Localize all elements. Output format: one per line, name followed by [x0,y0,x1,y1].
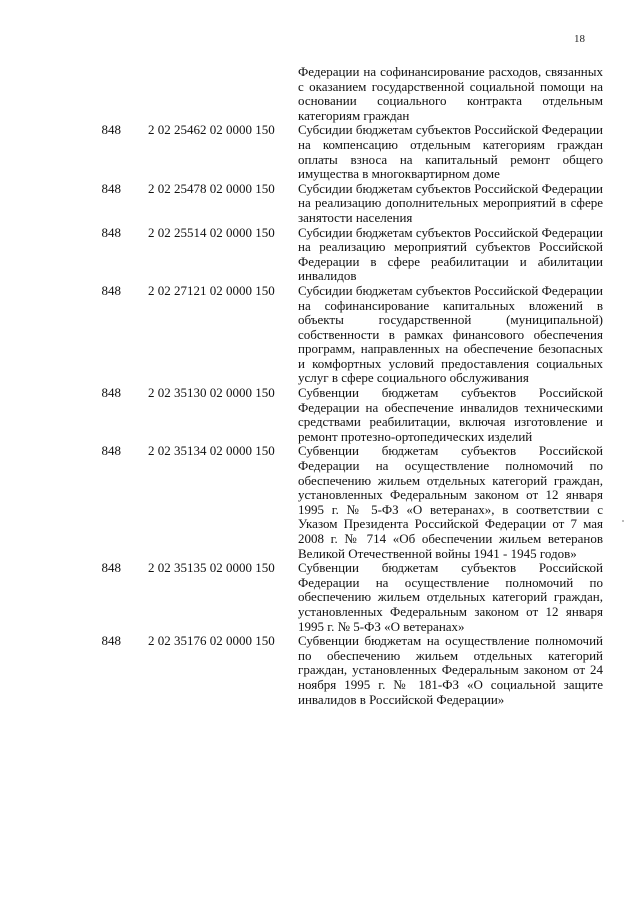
row-description: Субсидии бюджетам субъектов Российской Федерации на компенсацию отдельным категориям граждан оплаты взноса на капитальный ремонт общего имущества в многоквартирном доме [298,122,603,182]
table-row [0,65,640,123]
row-description: Федерации на софинансирование расходов, связанных с оказанием государственной социальной помощи на основании социального контракта отдельным категориям граждан [298,64,603,123]
budget-code-table [0,65,640,707]
budget-classification-code: 2 02 25514 02 0000 150 [148,224,275,240]
page-number: 18 [574,33,585,45]
admin-code: 848 [101,385,121,401]
admin-code: 848 [101,443,121,459]
budget-classification-code: 2 02 35130 02 0000 150 [148,385,275,401]
table-row [0,561,640,634]
admin-code: 848 [101,180,121,196]
row-description: Субвенции бюджетам на осуществление полномочий по обеспечению жильем отдельных категорий граждан, установленных Федеральным законом от 24 ноября 1995 г. № 181-ФЗ «О социальной защите инвалидов в Российской Федерации» [298,633,603,707]
admin-code: 848 [101,282,121,298]
budget-classification-code: 2 02 27121 02 0000 150 [148,282,275,298]
budget-classification-code: 2 02 25478 02 0000 150 [148,180,275,196]
row-description: Субсидии бюджетам субъектов Российской Федерации на реализацию мероприятий субъектов Российской Федерации в сфере реабилитации и абилитации инвалидов [298,224,603,284]
budget-classification-code: 2 02 25462 02 0000 150 [148,122,275,138]
row-description: Субвенции бюджетам субъектов Российской Федерации на обеспечение инвалидов техническими средствами реабилитации, включая изготовление и ремонт протезно-ортопедических изделий [298,385,603,444]
row-description: Субвенции бюджетам субъектов Российской Федерации на осуществление полномочий по обеспечению жильем отдельных категорий граждан, установленных Федеральным законом от 12 января 1995 г. № 5-ФЗ «О ветеранах» [298,560,603,634]
budget-classification-code: 2 02 35134 02 0000 150 [148,443,275,459]
scan-speck [622,520,624,522]
row-description: Субсидии бюджетам субъектов Российской Федерации на реализацию дополнительных мероприятий в сфере занятости населения [298,180,603,225]
table-row [0,123,640,181]
table-row [0,182,640,226]
table-row [0,444,640,561]
budget-classification-code: 2 02 35176 02 0000 150 [148,633,275,649]
admin-code: 848 [101,122,121,138]
admin-code: 848 [101,224,121,240]
admin-code: 848 [101,633,121,649]
table-row [0,634,640,707]
row-description: Субсидии бюджетам субъектов Российской Федерации на софинансирование капитальных вложений в объекты государственной (муниципальной) собственности в рамках финансового обеспечения программ, направленных на обеспечение безопасных и комфортных условий предоставления социальных услуг в сфере социального обслуживания [298,282,603,386]
table-row [0,226,640,284]
admin-code: 848 [101,560,121,576]
row-description: Субвенции бюджетам субъектов Российской Федерации на осуществление полномочий по обеспечению жильем отдельных категорий граждан, установленных Федеральным законом от 12 января 1995 г. № 5-ФЗ «О ветеранах», в соответствии с Указом Президента Российской Федерации от 7 мая 2008 г. № 714 «Об обеспечении жильем ветеранов Великой Отечественной войны 1941 - 1945 годов» [298,443,603,561]
table-row [0,386,640,444]
budget-classification-code: 2 02 35135 02 0000 150 [148,560,275,576]
table-row [0,284,640,386]
